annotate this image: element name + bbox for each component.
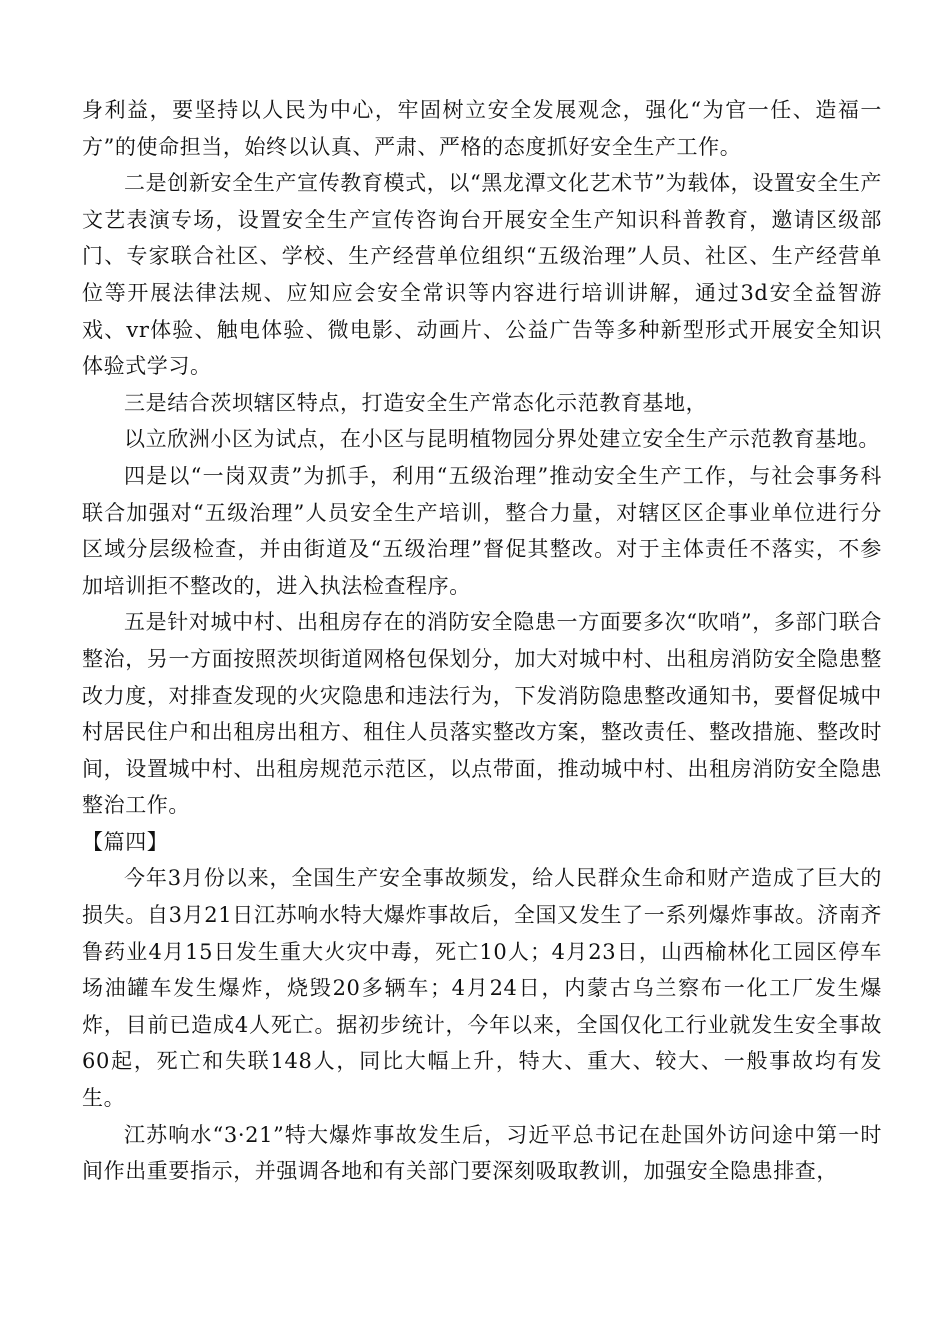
paragraph-section-intro: 今年3月份以来，全国生产安全事故频发，给人民群众生命和财产造成了巨大的损失。自3月21日江苏响水特大爆炸事故后，全国又发生了一系列爆炸事故。济南齐鲁药业4月15日发生重大火灾中毒，死亡10人；4月23日，山西榆林化工园区停车场油罐车发生爆炸，烧毁20多辆车；4月24日，内蒙古乌兰察布一化工厂发生爆炸，目前已造成4人死亡。据初步统计，今年以来，全国仅化工行业就发生安全事故60起，死亡和失联148人，同比大幅上升，特大、重大、较大、一般事故均有发生。	[82, 866, 882, 1111]
paragraph-item-two: 二是创新安全生产宣传教育模式，以“黑龙潭文化艺术节”为载体，设置安全生产文艺表演专场，设置安全生产宣传咨询台开展安全生产知识科普教育，邀请区级部门、专家联合社区、学校、生产经营单位组织“五级治理”人员、社区、生产经营单位等开展法律法规、应知应会安全常识等内容进行培训讲解，通过3d安全益智游戏、vr体验、触电体验、微电影、动画片、公益广告等多种新型形式开展安全知识体验式学习。	[82, 171, 882, 379]
paragraph-item-three-detail: 以立欣洲小区为试点，在小区与昆明植物园分界处建立安全生产示范教育基地。	[124, 427, 880, 452]
paragraph-continuation: 身利益，要坚持以人民为中心，牢固树立安全发展观念，强化“为官一任、造福一方”的使命担当，始终以认真、严肃、严格的态度抓好安全生产工作。	[82, 98, 882, 159]
paragraph-item-five: 五是针对城中村、出租房存在的消防安全隐患一方面要多次“吹哨”，多部门联合整治，另一方面按照茨坝街道网格包保划分，加大对城中村、出租房消防安全隐患整改力度，对排查发现的火灾隐患和违法行为，下发消防隐患整改通知书，要督促城中村居民住户和出租房出租方、租住人员落实整改方案，整改责任、整改措施、整改时间，设置城中村、出租房规范示范区，以点带面，推动城中村、出租房消防安全隐患整治工作。	[82, 610, 882, 818]
section-heading: 【篇四】	[82, 829, 169, 854]
paragraph-item-four: 四是以“一岗双责”为抓手，利用“五级治理”推动安全生产工作，与社会事务科联合加强对“五级治理”人员安全生产培训，整合力量，对辖区区企事业单位进行分区域分层级检查，并由街道及“五级治理”督促其整改。对于主体责任不落实，不参加培训拒不整改的，进入执法检查程序。	[82, 463, 882, 598]
paragraph-section-continuation: 江苏响水“3·21”特大爆炸事故发生后，习近平总书记在赴国外访问途中第一时间作出重要指示，并强调各地和有关部门要深刻吸取教训，加强安全隐患排查，	[82, 1122, 882, 1184]
document-body	[82, 92, 882, 1190]
paragraph-item-three: 三是结合茨坝辖区特点，打造安全生产常态化示范教育基地，	[124, 390, 708, 415]
